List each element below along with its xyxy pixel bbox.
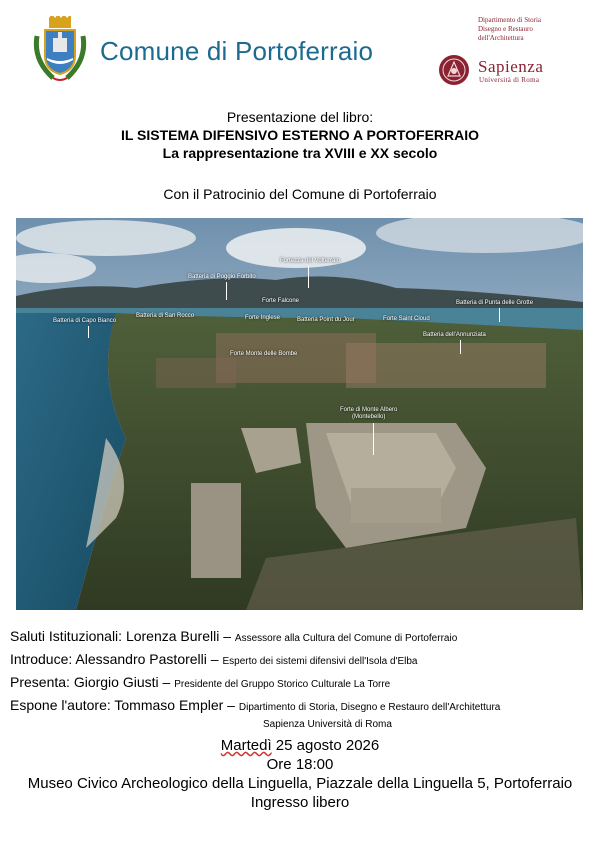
speaker-row — [10, 626, 595, 649]
label-monte-bombe: Forte Monte delle Bombe — [230, 351, 298, 357]
event-venue: Museo Civico Archeologico della Linguella, Piazzale della Linguella 5, Portoferraio — [27, 775, 573, 792]
speaker-affiliation: Sapienza Università di Roma — [263, 719, 392, 730]
event-date-value: 25 agosto 2026 — [275, 737, 380, 754]
label-forte-inglese: Forte Inglese — [245, 315, 281, 321]
label-forte-falcone: Forte Falcone — [262, 298, 300, 304]
event-entry: Ingresso libero — [250, 794, 350, 811]
speaker-description: Dipartimento di Storia, Disegno e Restauro dell'Architettura — [238, 702, 501, 713]
book-subtitle: La rappresentazione tra XVIII e XX secolo — [162, 145, 438, 161]
comune-crest-icon — [33, 16, 87, 86]
label-monte-albero — [340, 407, 397, 421]
label-monte-albero-title: Forte di Monte Albero — [340, 407, 398, 413]
department-name — [478, 16, 588, 43]
speaker-description: Assessore alla Cultura del Comune di Portoferraio — [234, 633, 458, 644]
label-pointer — [88, 326, 89, 338]
sapienza-seal-icon — [438, 54, 470, 86]
sapienza-name: Sapienza — [478, 57, 544, 76]
label-point-du-jour: Batteria Point du Jour — [297, 317, 355, 323]
speaker-row — [10, 649, 595, 672]
dept-line-2: Disegno e Restauro — [478, 25, 533, 33]
speaker-role: Saluti Istituzionali: Lorenza Burelli — [10, 628, 220, 644]
label-monte-albero-sub: (Montebello) — [352, 414, 386, 420]
label-capo-bianco: Batteria di Capo Bianco — [53, 318, 117, 324]
speaker-description: Esperto dei sistemi difensivi dell'Isola d'Elba — [222, 656, 418, 667]
event-date — [0, 736, 600, 755]
label-fortezza-volterraio: Fortezza del Volterraio — [280, 258, 341, 264]
sapienza-subtitle: Università di Roma — [479, 76, 540, 84]
aerial-photo-illustration — [16, 218, 583, 610]
label-annunziata: Batteria dell'Annunziata — [423, 332, 486, 338]
dept-line-3: dell'Architettura — [478, 34, 524, 42]
speaker-role: Presenta: Giorgio Giusti — [10, 674, 159, 690]
header — [0, 0, 600, 100]
book-title: IL SISTEMA DIFENSIVO ESTERNO A PORTOFERRAIO — [120, 127, 480, 143]
dept-line-1: Dipartimento di Storia — [478, 16, 541, 24]
label-saint-cloud: Forte Saint Cloud — [383, 316, 430, 322]
speaker-dash: – — [219, 628, 235, 644]
speaker-role: Introduce: Alessandro Pastorelli — [10, 651, 207, 667]
speaker-dash: – — [158, 674, 175, 690]
event-day: Martedì — [220, 737, 272, 754]
speaker-role: Espone l'autore: Tommaso Empler — [10, 697, 224, 713]
speaker-row — [10, 695, 595, 718]
label-san-rocco: Batteria di San Rocco — [136, 313, 195, 319]
speaker-dash: – — [223, 697, 239, 713]
speaker-description: Presidente del Gruppo Storico Culturale La Torre — [174, 679, 391, 690]
aerial-photo — [16, 218, 583, 610]
label-punta-grotte: Batteria di Punta delle Grotte — [456, 300, 534, 306]
speaker-row — [10, 672, 595, 695]
label-pointer — [308, 266, 309, 288]
label-pointer — [373, 423, 374, 455]
comune-title: Comune di Portoferraio — [100, 36, 374, 66]
label-pointer — [499, 308, 500, 322]
label-poggio-forbito: Batteria di Poggio Forbito — [188, 274, 256, 280]
event-details — [0, 736, 600, 812]
speakers-list — [10, 626, 595, 732]
label-pointer — [460, 340, 461, 354]
speaker-dash: – — [206, 651, 223, 667]
intro-line: Presentazione del libro: — [226, 109, 374, 125]
book-intro — [0, 108, 600, 162]
label-pointer — [226, 282, 227, 300]
event-time: Ore 18:00 — [266, 756, 334, 773]
patronage-text: Con il Patrocinio del Comune di Portoferraio — [163, 186, 437, 202]
